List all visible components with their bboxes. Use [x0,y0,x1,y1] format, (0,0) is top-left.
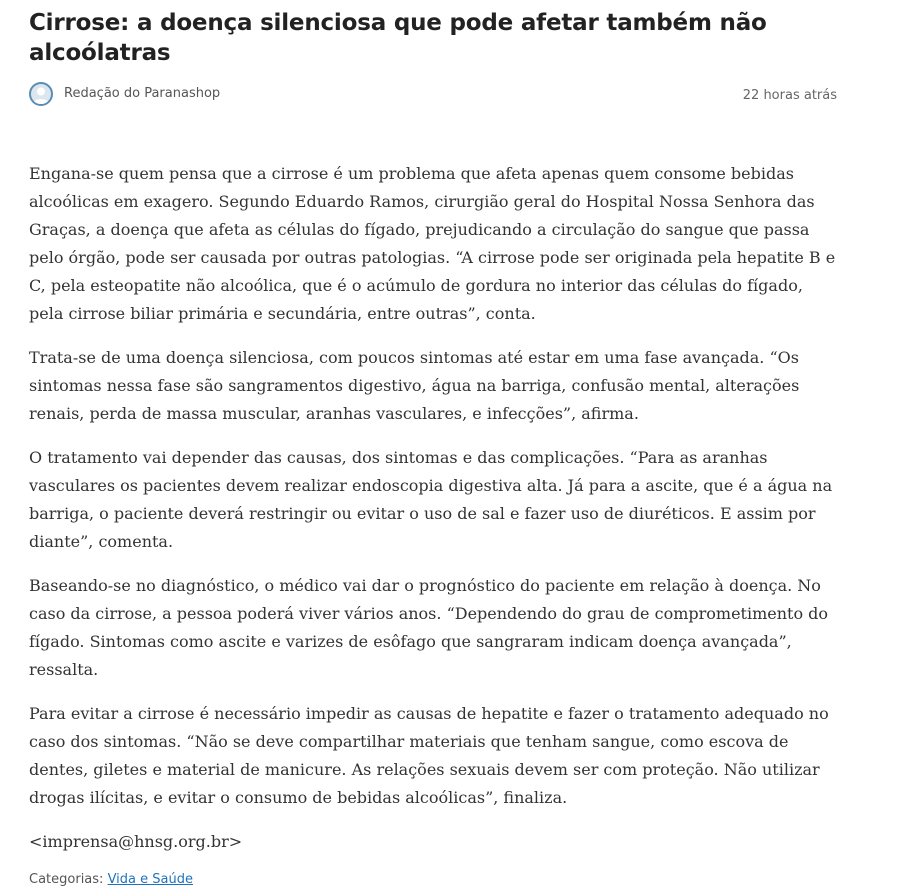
article [29,0,839,887]
contact-email: <imprensa@hnsg.org.br> [29,832,243,851]
article-body [29,160,839,856]
categories-label: Categorias: [29,872,104,887]
paragraph: Para evitar a cirrose é necessário impedir as causas de hepatite e fazer o tratamento adequado no caso dos sintomas. “Não se deve compartilhar materiais que tenham sangue, como escova de dentes, giletes e material de manicure. As relações sexuais devem ser com proteção. Não utilizar drogas ilícitas, e evitar o consumo de bebidas alcoólicas”, finaliza. [29,704,829,807]
category-link-vida-e-saude[interactable]: Vida e Saúde [107,872,193,887]
publish-time: 22 horas atrás [742,88,837,103]
paragraph: Trata-se de uma doença silenciosa, com poucos sintomas até estar em uma fase avançada. “Os sintomas nessa fase são sangramentos digestivo, água na barriga, confusão mental, alterações renais, perda de massa muscular, aranhas vasculares, e infecções”, afirma. [29,348,800,423]
categories [29,872,839,887]
paragraph: Baseando-se no diagnóstico, o médico vai dar o prognóstico do paciente em relação à doença. No caso da cirrose, a pessoa poderá viver vários anos. “Dependendo do grau de comprometimento do fígado. Sintomas como ascite e varizes de esôfago que sangraram indicam doença avançada”, ressalta. [29,576,829,679]
author-name[interactable]: Redação do Paranashop [64,86,221,101]
article-meta [29,82,839,110]
paragraph: O tratamento vai depender das causas, dos sintomas e das complicações. “Para as aranhas vasculares os pacientes devem realizar endoscopia digestiva alta. Já para a ascite, que é a água na barriga, o paciente deverá restringir ou evitar o uso de sal e fazer uso de diuréticos. E assim por diante”, comenta. [29,448,833,551]
user-silhouette-icon [31,84,51,104]
user-avatar-icon[interactable] [29,82,53,106]
paragraph: Engana-se quem pensa que a cirrose é um problema que afeta apenas quem consome bebidas alcoólicas em exagero. Segundo Eduardo Ramos, cirurgião geral do Hospital Nossa Senhora das Graças, a doença que afeta as células do fígado, prejudicando a circulação do sangue que passa pelo órgão, pode ser causada por outras patologias. “A cirrose pode ser originada pela hepatite B e C, pela esteopatite não alcoólica, que é o acúmulo de gordura no interior das células do fígado, pela cirrose biliar primária e secundária, entre outras”, conta. [29,164,836,323]
article-title: Cirrose: a doença silenciosa que pode afetar também não alcoólatras [29,10,767,66]
